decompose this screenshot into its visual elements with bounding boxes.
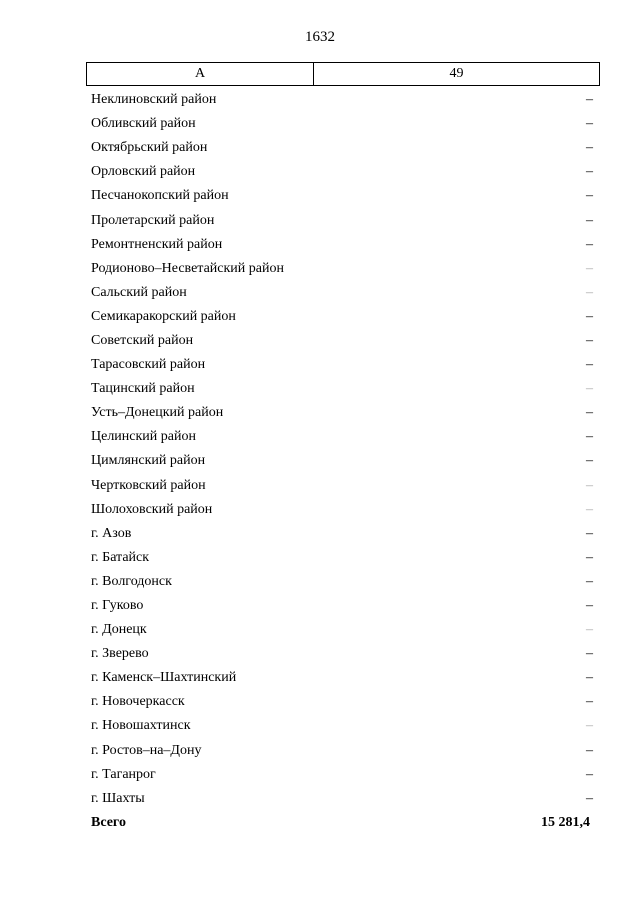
table-row <box>86 763 600 787</box>
row-value: – <box>586 573 593 589</box>
row-value: – <box>586 284 593 300</box>
table-row <box>86 714 600 738</box>
total-row <box>86 811 600 835</box>
table-row <box>86 666 600 690</box>
row-value: – <box>586 188 593 204</box>
table-row <box>86 787 600 811</box>
row-value: – <box>586 790 593 806</box>
row-value: – <box>586 236 593 252</box>
row-value: – <box>586 477 593 493</box>
table-row <box>86 257 600 281</box>
row-value: – <box>586 718 593 734</box>
table-row <box>86 546 600 570</box>
total-label: Всего <box>91 814 126 830</box>
table-header-col-a: А <box>87 63 314 85</box>
row-name: г. Зверево <box>91 646 149 662</box>
table-row <box>86 739 600 763</box>
row-name: Цимлянский район <box>91 453 206 469</box>
table-row <box>86 208 600 232</box>
row-value: – <box>586 766 593 782</box>
row-name: Семикаракорский район <box>91 308 236 324</box>
table-row <box>86 498 600 522</box>
table-row <box>86 690 600 714</box>
table-row <box>86 570 600 594</box>
row-value: – <box>586 405 593 421</box>
table-row <box>86 329 600 353</box>
row-value: – <box>586 549 593 565</box>
row-value: – <box>586 670 593 686</box>
row-value: – <box>586 598 593 614</box>
row-name: Чертковский район <box>91 477 206 493</box>
row-value: – <box>586 212 593 228</box>
page-number: 1632 <box>305 29 335 45</box>
table-body <box>86 88 600 835</box>
row-name: г. Новошахтинск <box>91 718 191 734</box>
row-value: – <box>586 164 593 180</box>
row-value: – <box>586 453 593 469</box>
row-value: – <box>586 260 593 276</box>
row-value: – <box>586 116 593 132</box>
row-value: – <box>586 742 593 758</box>
row-name: г. Волгодонск <box>91 573 172 589</box>
row-name: г. Новочеркасск <box>91 694 185 710</box>
table-row <box>86 160 600 184</box>
total-value: 15 281,4 <box>541 814 590 830</box>
table-row <box>86 449 600 473</box>
table-row <box>86 233 600 257</box>
row-name: Шолоховский район <box>91 501 213 517</box>
row-name: Усть–Донецкий район <box>91 405 224 421</box>
table-row <box>86 642 600 666</box>
row-value: – <box>586 694 593 710</box>
row-value: – <box>586 525 593 541</box>
table-row <box>86 594 600 618</box>
row-name: Октябрьский район <box>91 140 208 156</box>
table-row <box>86 474 600 498</box>
row-value: – <box>586 357 593 373</box>
row-name: Пролетарский район <box>91 212 215 228</box>
row-value: – <box>586 92 593 108</box>
table-row <box>86 425 600 449</box>
row-name: Орловский район <box>91 164 196 180</box>
row-name: Неклиновский район <box>91 92 217 108</box>
row-value: – <box>586 332 593 348</box>
table-row <box>86 112 600 136</box>
row-name: Целинский район <box>91 429 196 445</box>
row-name: г. Батайск <box>91 549 150 565</box>
row-name: Родионово–Несветайский район <box>91 260 284 276</box>
table-header <box>86 62 600 86</box>
row-name: Ремонтненский район <box>91 236 223 252</box>
table-row <box>86 305 600 329</box>
row-value: – <box>586 501 593 517</box>
table-row <box>86 136 600 160</box>
table-header-col-b: 49 <box>449 66 464 81</box>
table-row <box>86 353 600 377</box>
row-name: г. Шахты <box>91 790 145 806</box>
table-row <box>86 401 600 425</box>
row-name: г. Ростов–на–Дону <box>91 742 202 758</box>
row-name: г. Таганрог <box>91 766 156 782</box>
row-name: г. Азов <box>91 525 132 541</box>
row-name: г. Гуково <box>91 598 144 614</box>
row-name: Обливский район <box>91 116 196 132</box>
row-value: – <box>586 140 593 156</box>
row-name: г. Донецк <box>91 622 147 638</box>
row-name: Тацинский район <box>91 381 195 397</box>
row-value: – <box>586 308 593 324</box>
row-value: – <box>586 622 593 638</box>
row-name: Советский район <box>91 332 194 348</box>
row-name: Тарасовский район <box>91 357 206 373</box>
row-name: г. Каменск–Шахтинский <box>91 670 237 686</box>
table-row <box>86 281 600 305</box>
table-row <box>86 618 600 642</box>
table-row <box>86 522 600 546</box>
row-value: – <box>586 429 593 445</box>
row-value: – <box>586 646 593 662</box>
table-row <box>86 88 600 112</box>
table-row <box>86 377 600 401</box>
row-value: – <box>586 381 593 397</box>
row-name: Песчанокопский район <box>91 188 229 204</box>
row-name: Сальский район <box>91 284 187 300</box>
table-row <box>86 184 600 208</box>
